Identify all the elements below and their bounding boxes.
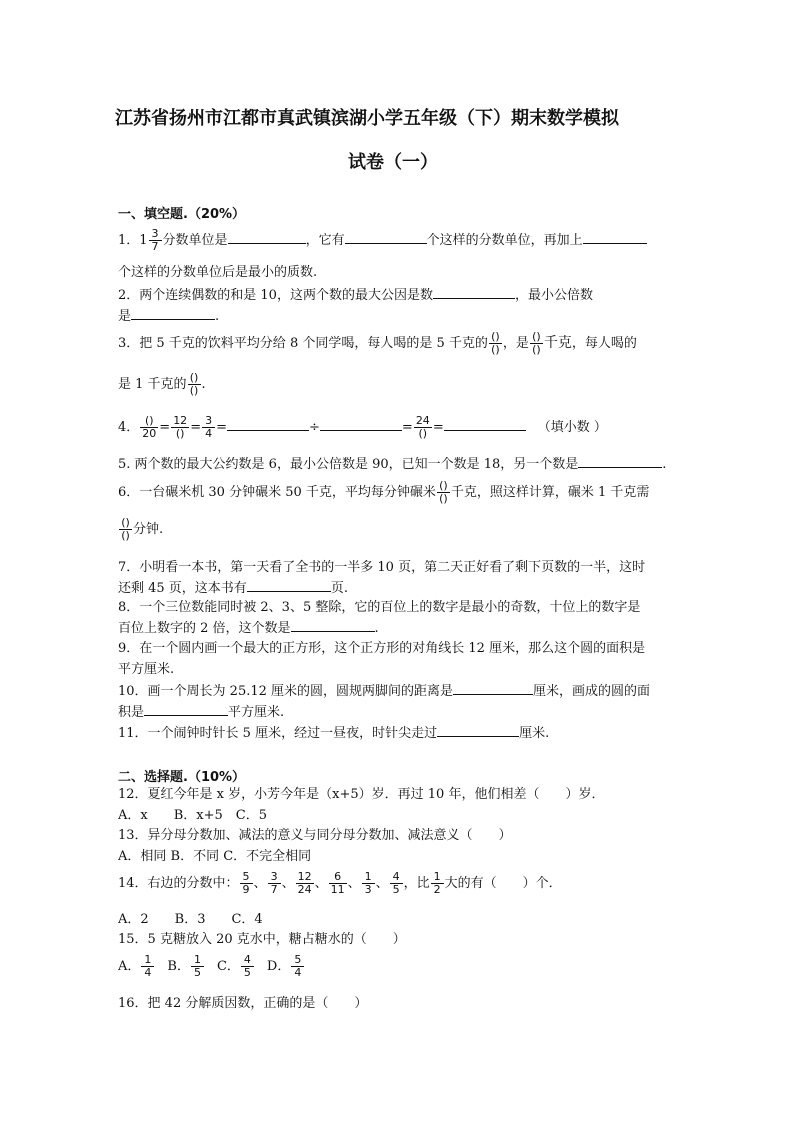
answer-blank[interactable] (433, 286, 515, 299)
answer-blank[interactable] (578, 455, 662, 468)
answer-blank[interactable] (247, 579, 331, 592)
fraction: () 20 (142, 414, 157, 440)
question-6: 6．一台碾米机 30 分钟碾米 50 千克，平均每分钟碾米 () () 千克，照这样计算，碾米 1 千克需 (118, 479, 650, 505)
page-title-line2: 试卷（一） (348, 152, 438, 173)
fraction: $\frac{5}{4}$ (292, 954, 303, 979)
fraction: $\frac{1}{3}$ (363, 871, 374, 896)
answer-blank[interactable] (320, 418, 402, 431)
section-choice-header: 二、选择题.（10%） (118, 770, 246, 785)
answer-blank[interactable] (437, 724, 519, 737)
fraction-blank[interactable]: () () (120, 517, 131, 542)
question-11: 11．一个闹钟时针长 5 厘米，经过一昼夜，时针尖走过 厘米. (118, 726, 550, 741)
answer-blank[interactable] (345, 231, 427, 244)
question-7-cont: 还剩 45 页，这本书有 页. (118, 581, 348, 596)
fraction: 24 () (415, 414, 430, 440)
question-6-cont: () () 分钟. (118, 517, 163, 542)
fraction: $\frac{1}{4}$ (142, 954, 153, 979)
fraction: $\frac{3}{7}$ (269, 871, 280, 896)
question-14: 14．右边的分数中： $\frac{5}{9}$ 、 $\frac{3}{7}$ 、 $\frac{12}{24}$ 、 $\frac{6}{11}$ 、 $\frac{1}{3}$ 、 $\frac{4}{5}$ ，比 $\frac{1}{2}$ 大的有（ ）个． (118, 870, 562, 896)
fraction: 12 () (173, 414, 188, 440)
question-10-cont: 积是 平方厘米. (118, 705, 285, 720)
fraction-blank[interactable]: () () (490, 331, 501, 356)
answer-blank[interactable] (291, 619, 375, 632)
page-title-line1: 江苏省扬州市江都市真武镇滨湖小学五年级（下）期末数学模拟 (115, 108, 619, 129)
fraction: $\frac{5}{9}$ (241, 871, 252, 896)
question-1: 1．1 $\frac{3}{7}$ 分数单位是 ，它有 个这样的分数单位，再加上 (118, 228, 647, 253)
fraction: $\frac{12}{24}$ (297, 870, 312, 896)
fraction: $\frac{4}{5}$ (242, 954, 253, 979)
fraction: $\frac{1}{2}$ (432, 871, 443, 896)
question-8-cont: 百位上数字的 2 倍，这个数是 . (118, 621, 379, 636)
question-8: 8．一个三位数能同时被 2、3、5 整除，它的百位上的数字是最小的奇数，十位上的数字是 (118, 600, 641, 615)
question-15-options[interactable]: A． $\frac{1}{4}$ B． $\frac{1}{5}$ C． $\frac{4}{5}$ D． $\frac{5}{4}$ (118, 954, 305, 979)
question-5: 5. 两个数的最大公约数是 6，最小公倍数是 90，已知一个数是 18，另一个数是 . (118, 457, 667, 472)
question-12: 12．夏红今年是 x 岁，小芳今年是（x+5）岁．再过 10 年，他们相差（ ）岁． (118, 787, 605, 802)
fraction: $\frac{1}{5}$ (192, 954, 203, 979)
question-4: 4． () 20 = 12 () = $\frac{3}{4}$ = ÷ = 24 () = （填小数 ） (118, 414, 607, 440)
question-1-cont: 个这样的分数单位后是最小的质数. (118, 265, 318, 280)
fraction-blank[interactable]: () () (189, 372, 200, 397)
question-15: 15．5 克糖放入 20 克水中，糖占糖水的（ ） (118, 932, 406, 947)
answer-blank[interactable] (453, 682, 533, 695)
answer-blank[interactable] (131, 307, 215, 320)
answer-blank[interactable] (227, 418, 309, 431)
fraction-blank[interactable]: () () (531, 331, 542, 356)
answer-blank[interactable] (144, 703, 228, 716)
fraction: $\frac{4}{5}$ (391, 871, 402, 896)
section-fill-blank-header: 一、填空题.（20%） (118, 207, 246, 222)
fraction: $\frac{3}{7}$ (150, 228, 161, 253)
fraction: $\frac{3}{4}$ (203, 415, 214, 440)
question-13-options[interactable]: A．相同 B．不同 C．不完全相同 (118, 849, 312, 864)
question-3-cont: 是 1 千克的 () () . (118, 371, 206, 397)
question-3: 3．把 5 千克的饮料平均分给 8 个同学喝，每人喝的是 5 千克的 () () ，是 () () 千克，每人喝的 (118, 330, 637, 356)
answer-blank[interactable] (228, 231, 306, 244)
fraction-blank[interactable]: () () (438, 480, 449, 505)
question-10: 10．画一个周长为 25.12 厘米的圆，圆规两脚间的距离是 厘米，画成的圆的面 (118, 684, 651, 699)
question-13: 13．异分母分数加、减法的意义与同分母分数加、减法意义（ ） (118, 828, 512, 843)
fraction: $\frac{6}{11}$ (330, 870, 345, 896)
answer-blank[interactable] (583, 231, 647, 244)
question-7: 7．小明看一本书，第一天看了全书的一半多 10 页，第二天正好看了剩下页数的一半，这时 (118, 560, 646, 575)
question-2: 2．两个连续偶数的和是 10，这两个数的最大公因是数 ，最小公倍数 (118, 288, 593, 303)
question-14-options[interactable]: A．2 B．3 C．4 (118, 912, 263, 927)
question-9-cont: 平方厘米. (118, 662, 175, 677)
question-12-options[interactable]: A．x B．x+5 C．5 (118, 808, 267, 823)
question-16: 16．把 42 分解质因数，正确的是（ ） (118, 996, 368, 1011)
question-2-cont: 是 . (118, 309, 220, 324)
question-9: 9．在一个圆内画一个最大的正方形，这个正方形的对角线长 12 厘米，那么这个圆的面积是 (118, 641, 646, 656)
answer-blank[interactable] (444, 418, 526, 431)
